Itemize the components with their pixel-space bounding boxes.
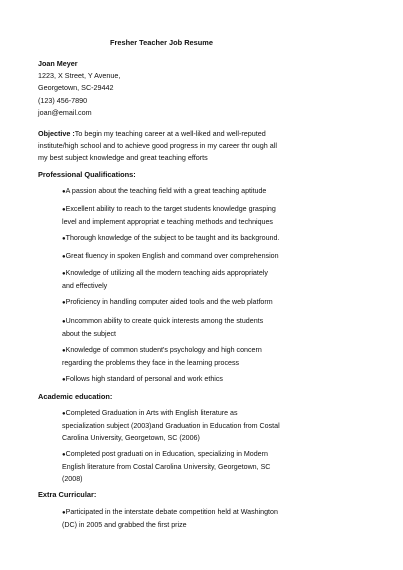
list-item: ●Completed post graduati on in Education, specializing in Modern English literature from Costal Carolina University, Georgetown, SC (2008): [62, 450, 271, 483]
section-heading-extra-curricular: Extra Curricular:: [38, 490, 97, 499]
list-item: ●Participated in the interstate debate competition held at Washington (DC) in 2005 and grabbed the first prize: [62, 508, 278, 529]
document-title: Fresher Teacher Job Resume: [110, 38, 213, 47]
list-item: ●Knowledge of utilizing all the modern teaching aids appropriately and effectively: [62, 269, 268, 290]
list-item: ●A passion about the teaching field with a great teaching aptitude: [62, 187, 267, 195]
list-item: ●Knowledge of common student's psychology and high concern regarding the problems they face in the learning process: [62, 346, 262, 367]
contact-block: [38, 58, 120, 119]
list-item: ●Uncommon ability to create quick interests among the students about the subject: [62, 317, 264, 338]
phone-number: (123) 456-7890: [38, 95, 88, 105]
objective-label: Objective :: [38, 129, 75, 138]
list-item: ●Proficiency in handling computer aided tools and the web platform: [62, 298, 273, 306]
objective-text: To begin my teaching career at a well-liked and well-reputed institute/high school and to achieve good progress in my career thr ough all my best subject knowledge and great teaching efforts: [38, 129, 277, 163]
objective-block: [38, 128, 288, 165]
candidate-name: Joan Meyer: [38, 59, 78, 68]
email-address: joan@email.com: [38, 107, 92, 117]
list-item: ●Completed Graduation in Arts with English literature as specialization subject (2003)and Graduation in Education from Costal Carolina University, Georgetown, SC (2006): [62, 409, 280, 442]
list-item: ●Great fluency in spoken English and command over comprehension: [62, 252, 279, 260]
section-heading-academic: Academic education:: [38, 392, 113, 401]
section-heading-professional: Professional Qualifications:: [38, 170, 136, 179]
address-line-1: 1223, X Street, Y Avenue,: [38, 71, 121, 81]
list-item: ●Excellent ability to reach to the target students knowledge grasping level and implement appropriat e teaching methods and techniques: [62, 205, 276, 226]
list-item: ●Follows high standard of personal and work ethics: [62, 375, 223, 383]
list-item: ●Thorough knowledge of the subject to be taught and its background.: [62, 234, 280, 242]
address-line-2: Georgetown, SC-29442: [38, 83, 114, 93]
